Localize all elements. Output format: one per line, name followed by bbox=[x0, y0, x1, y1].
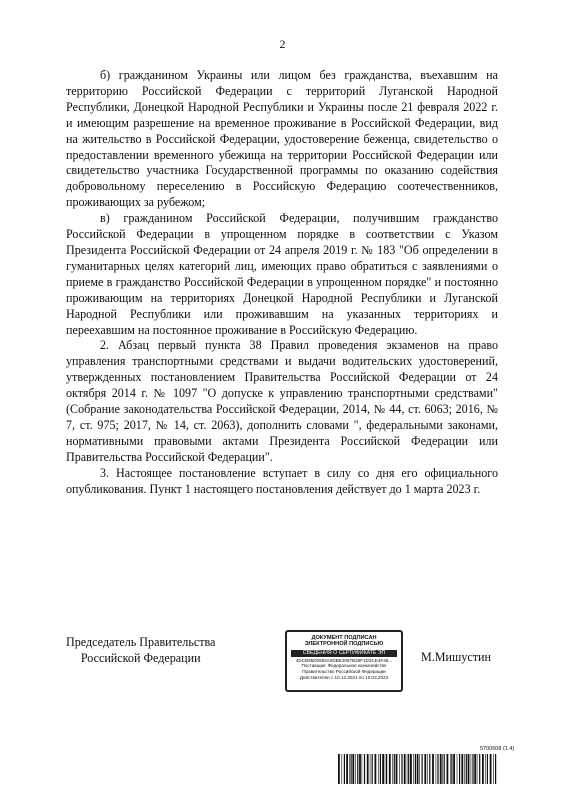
stamp-heading bbox=[287, 635, 401, 648]
stamp-owner-2: Правительство Российской Федерации bbox=[302, 669, 386, 675]
electronic-signature-stamp bbox=[285, 630, 403, 692]
signatory-title-line1: Председатель Правительства bbox=[66, 635, 216, 649]
signatory-title-line2: Российской Федерации bbox=[80, 651, 201, 665]
paragraph-3: 3. Настоящее постановление вступает в силу со дня его официального опубликования. Пункт 1 настоящего постановления действует до 1 марта 2023 г. bbox=[66, 465, 498, 496]
stamp-owner-1: Поставщик: Федеральное казначейство bbox=[301, 663, 387, 669]
stamp-validity: Действителен с 10.12.2021 по 10.03.2023 bbox=[299, 674, 389, 680]
stamp-line2: ЭЛЕКТРОННОЙ ПОДПИСЬЮ bbox=[304, 641, 384, 648]
signatory-name: М.Мишустин bbox=[421, 650, 491, 664]
signatory-title bbox=[66, 634, 215, 666]
paragraph-b: б) гражданином Украины или лицом без гражданства, въехавшим на территорию Российской Федерации с территорий Луганской Народной Республики, Донецкой Народной Республики и Украины после 21 февраля 2022 г. и имеющим разрешение на временное проживание в Российской Федерации, вид на жительство в Российской Федерации, удостоверение беженца, свидетельство о предоставлении временного убежища на территории Российской Федерации или свидетельство участника Государственной программы по оказанию содействия добровольному переселению в Российскую Федерацию соотечественников, проживающих за рубежом; bbox=[66, 68, 498, 210]
page-number: 2 bbox=[279, 37, 286, 51]
paragraph-v: в) гражданином Российской Федерации, получившим гражданство Российской Федерации в упрощенном порядке в соответствии с Указом Президента Российской Федерации от 24 апреля 2019 г. № 183 "Об определении в гуманитарных целях категорий лиц, имеющих право обратиться с заявлениями о приеме в гражданство Российской Федерации в упрощенном порядке" и постоянно проживающим на территориях Донецкой Народной Республики и Луганской Народной Республики или проживавшим на указанных территориях и переехавшим на постоянное проживание в Российскую Федерацию. bbox=[66, 211, 498, 337]
stamp-bar: СВЕДЕНИЯ О СЕРТИФИКАТЕ ЭП bbox=[291, 650, 397, 657]
barcode bbox=[338, 754, 498, 784]
paragraph-2: 2. Абзац первый пункта 38 Правил проведения экзаменов на право управления транспортными средствами и выдачи водительских удостоверений, утвержденных постановлением Правительства Российской Федерации от 24 октября 2014 г. № 1097 "О допуске к управлению транспортными средствами" (Собрание законодательства Российской Федерации, 2014, № 44, ст. 6063; 2016, № 7, ст. 975; 2017, № 14, ст. 2063), дополнить словами ", федеральными законами, нормативными правовыми актами Президента Российской Федерации или Правительства Российской Федерации". bbox=[66, 338, 498, 464]
document-id: 5700508 (1.4) bbox=[480, 746, 515, 752]
stamp-line1: ДОКУМЕНТ ПОДПИСАН bbox=[311, 635, 377, 641]
stamp-serial: 4DCB95D0582A6DBE3067B28F1D3CE4F48... bbox=[295, 657, 393, 663]
document-body bbox=[66, 68, 498, 497]
